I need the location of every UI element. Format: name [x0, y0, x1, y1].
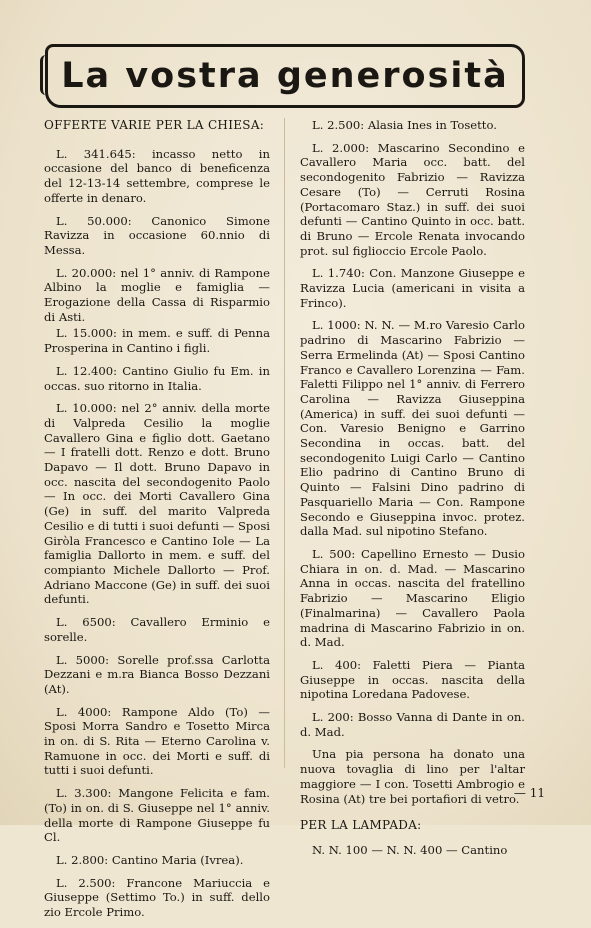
offer-entry: L. 5000: Sorelle prof.ssa Carlotta Dezzani e m.ra Bianca Bosso Dezzani (At).	[44, 652, 270, 696]
offer-entry: L. 341.645: incasso netto in occasione del banco di beneficenza del 12-13-14 settembre, comprese le offerte in denaro.	[44, 146, 270, 205]
offer-entry: L. 2.500: Alasia Ines in Tosetto.	[312, 118, 497, 132]
title-banner	[45, 44, 525, 108]
offer-entry: L. 12.400: Cantino Giulio fu Em. in occas. suo ritorno in Italia.	[44, 363, 270, 393]
offer-entry: L. 400: Faletti Piera — Pianta Giuseppe in occas. nascita della nipotina Loredana Padovese.	[300, 657, 525, 702]
offer-entry: L. 200: Bosso Vanna di Dante in on. d. Mad.	[300, 710, 525, 739]
donation-note: Una pia persona ha donato una nuova tovaglia di lino per l'altar maggiore — I con. Tosetti Ambrogio e Rosina (At) tre bei portafiori di vetro.	[300, 747, 525, 806]
offer-entry: L. 1.740: Con. Manzone Giuseppe e Ravizza Lucia (americani in visita a Frinco).	[300, 266, 525, 310]
offer-entry: L. 2.500: Francone Mariuccia e Giuseppe (Settimo To.) in suff. dello zio Ercole Primo.	[44, 875, 270, 920]
page-title: La vostra generosità	[61, 56, 509, 96]
offer-entry: L. 500: Capellino Ernesto — Dusio Chiara in on. d. Mad. — Mascarino Anna in occas. nascita del fratellino Fabrizio — Mascarino Eligio (Finalmarina) — Cavallero Paola madrina di Mascarino Fabrizio in on. d. Mad.	[300, 546, 525, 650]
offer-entry: L. 2.000: Mascarino Secondino e Cavallero Maria occ. batt. del secondogenito Fabrizio — Ravizza Cesare (To) — Cerruti Rosina (Portacomaro Staz.) in suff. dei suoi defunti — Cantino Quinto in occ. batt. di Bruno — Ercole Renata invocando prot. sul figlioccio Ercole Paolo.	[300, 140, 525, 258]
offer-entry: L. 50.000: Canonico Simone Ravizza in occasione 60.nnio di Messa.	[44, 213, 270, 257]
offer-entry: L. 2.800: Cantino Maria (Ivrea).	[56, 852, 244, 867]
left-column	[44, 118, 270, 928]
offer-entry: L. 1000: N. N. — M.ro Varesio Carlo padrino di Mascarino Fabrizio — Serra Ermelinda (At) — Sposi Cantino Franco e Cavallero Lorenzina — Fam. Faletti Filippo nel 1° anniv. di Ferrero Carolina — Ravizza Giuseppina (America) in suff. dei suoi defunti — Con. Varesio Benigno e Garrino Secondina in occas. batt. del secondogenito Luigi Carlo — Cantino Elio padrino di Cantino Bruno di Quinto — Falsini Dino padrino di Pasquariello Maria — Con. Rampone Secondo e Giuseppina invoc. protez. dalla Mad. sul nipotino Stefano.	[300, 318, 525, 539]
offer-entry: L. 4000: Rampone Aldo (To) — Sposi Morra Sandro e Tosetto Mirca in on. di S. Rita — Eterno Carolina v. Ramuone in occ. dei Morti e suff. di tutti i suoi defunti.	[44, 704, 270, 778]
offer-entry: L. 20.000: nel 1° anniv. di Rampone Albino la moglie e famiglia — Erogazione della Cassa di Risparmio di Asti.	[44, 265, 270, 324]
offer-entry: L. 6500: Cavallero Erminio e sorelle.	[44, 615, 270, 644]
offer-entry: L. 3.300: Mangone Felicita e fam. (To) in on. di S. Giuseppe nel 1° anniv. della morte di Rampone Giuseppe fu Cl.	[44, 786, 270, 845]
section-heading-lampada: PER LA LAMPADA:	[300, 818, 422, 833]
offer-entry: L. 15.000: in mem. e suff. di Penna Prosperina in Cantino i figli.	[44, 326, 270, 356]
right-column	[300, 118, 525, 866]
section-heading-offerte: OFFERTE VARIE PER LA CHIESA:	[44, 118, 265, 132]
offer-entry: L. 10.000: nel 2° anniv. della morte di Valpreda Cesilio la moglie Cavallero Gina e figlio dott. Gaetano — I fratelli dott. Renzo e dott. Bruno Dapavo — Il dott. Bruno Dapavo in occ. nascita del secondogenito Paolo — In occ. dei Morti Cavallero Gina (Ge) in suff. del marito Valpreda Cesilio e di tutti i suoi defunti — Sposi Giròla Francesco e Cantino Iole — La famiglia Dallorto in mem. e suff. del compianto Michele Dallorto — Prof. Adriano Maccone (Ge) in suff. dei suoi defunti.	[44, 401, 270, 607]
page-number: — 11	[513, 786, 545, 800]
column-divider	[284, 118, 285, 768]
lampada-entry: N. N. 100 — N. N. 400 — Cantino	[312, 842, 508, 857]
